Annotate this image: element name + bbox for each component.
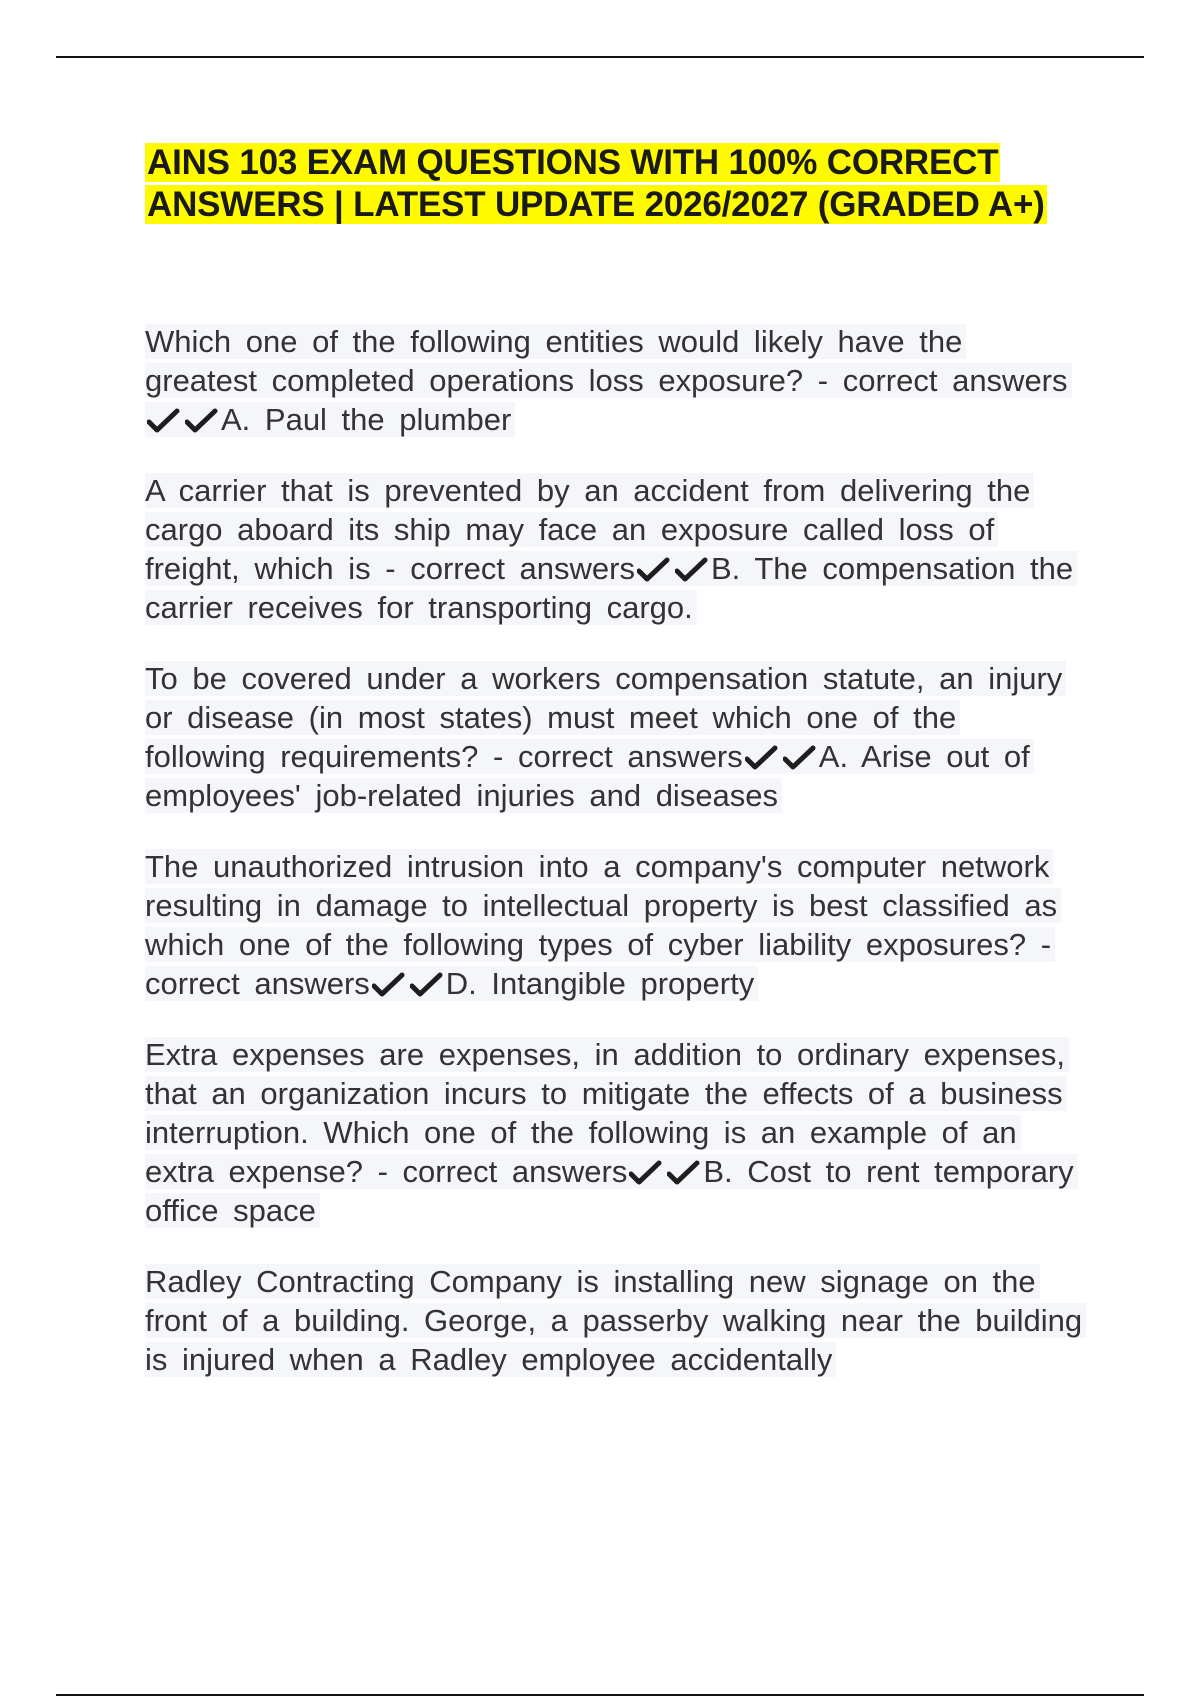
question-text: A carrier that is prevented by an accident from delivering the cargo aboard its ship may face an exposure called loss of freight, which is <box>145 473 1031 586</box>
qa-item <box>145 847 1085 1003</box>
separator: - <box>478 739 518 774</box>
qa-item <box>145 322 1085 439</box>
checkmark-icon <box>783 745 817 771</box>
qa-item <box>145 1035 1085 1230</box>
page-content <box>145 142 1085 1411</box>
question-text: The unauthorized intrusion into a company's computer network resulting in damage to intellectual property is best classified as which one of the following types of cyber liability exposures? <box>145 849 1058 962</box>
qa-item <box>145 659 1085 815</box>
answer-text: D. Intangible property <box>445 966 755 1001</box>
separator: - <box>370 551 411 586</box>
answer-marker: correct answers <box>402 1154 628 1189</box>
qa-item <box>145 1262 1085 1379</box>
checkmark-icon <box>629 1160 663 1186</box>
qa-item <box>145 471 1085 627</box>
checkmark-icon <box>675 557 709 583</box>
checkmark-icon <box>745 745 779 771</box>
checkmark-icon <box>372 972 406 998</box>
answer-text: A. Arise out of employees' job-related injuries and diseases <box>145 739 1030 813</box>
question-text: To be covered under a workers compensation statute, an injury or disease (in most states) must meet which one of the following requirements? <box>145 661 1063 774</box>
answer-marker: correct answers <box>842 363 1068 398</box>
checkmark-icon <box>410 972 444 998</box>
answer-text: A. Paul the plumber <box>221 402 512 437</box>
checkmark-icon <box>147 408 181 434</box>
separator: - <box>803 363 843 398</box>
answer-text: B. The compensation the carrier receives for transporting cargo. <box>145 551 1074 625</box>
checkmark-icon <box>185 408 219 434</box>
answer-text: B. Cost to rent temporary office space <box>145 1154 1074 1228</box>
answer-marker: correct answers <box>517 739 743 774</box>
checkmark-icon <box>667 1160 701 1186</box>
title-highlight: AINS 103 EXAM QUESTIONS WITH 100% CORRECT ANSWERS | LATEST UPDATE 2026/2027 (GRADED A+) <box>147 143 1045 224</box>
top-rule <box>56 56 1144 58</box>
document-title <box>145 142 1085 226</box>
question-text: Which one of the following entities would likely have the greatest completed operations loss exposure? <box>145 324 963 398</box>
separator: - <box>362 1154 403 1189</box>
title-spacer <box>145 226 1085 322</box>
bottom-rule <box>56 1694 1144 1696</box>
question-text: Radley Contracting Company is installing new signage on the front of a building. George, a passerby walking near the building is injured when a Radley employee accidentally <box>145 1264 1083 1377</box>
answer-marker: correct answers <box>410 551 635 586</box>
answer-marker: correct answers <box>145 966 370 1001</box>
question-text: Extra expenses are expenses, in addition to ordinary expenses, that an organization incurs to mitigate the effects of a business interruption. Which one of the following is an example of an extra expense? <box>145 1037 1065 1189</box>
separator: - <box>1026 927 1052 962</box>
checkmark-icon <box>637 557 671 583</box>
